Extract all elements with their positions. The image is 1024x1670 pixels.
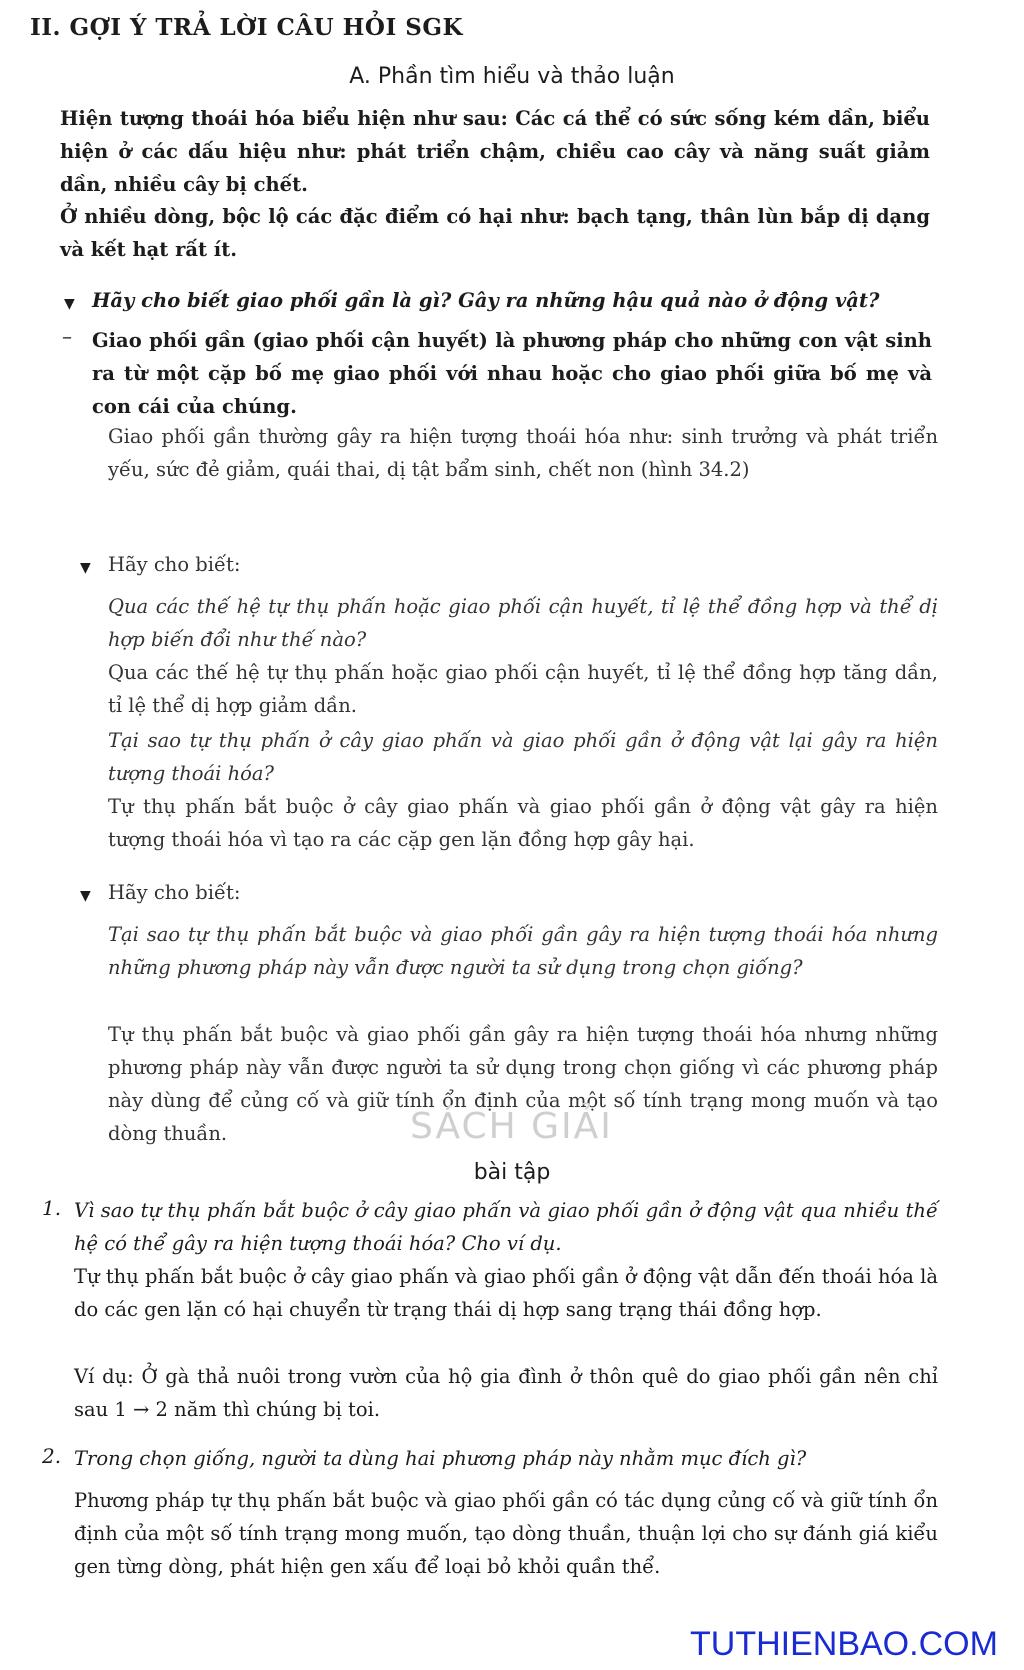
exercise-number-1: 1. xyxy=(42,1196,62,1220)
exercise-number-2: 2. xyxy=(42,1444,62,1468)
site-footer-link[interactable]: TUTHIENBAO.COM xyxy=(690,1625,998,1663)
exercise-example-1: Ví dụ: Ở gà thả nuôi trong vườn của hộ gia đình ở thôn quê do giao phối gần nên chỉ sau 1 → 2 năm thì chúng bị toi. xyxy=(74,1365,938,1421)
answer-why-degeneration: Tự thụ phấn bắt buộc ở cây giao phấn và giao phối gần ở động vật gây ra hiện tượng thoái hóa vì tạo ra các cặp gen lặn đồng hợp gây hại. xyxy=(108,795,938,851)
question-prompt-2: Hãy cho biết: xyxy=(108,881,241,904)
question-prompt-1: Hãy cho biết: xyxy=(108,553,241,576)
section-heading: II. GỢI Ý TRẢ LỜI CÂU HỎI SGK xyxy=(30,14,463,41)
paragraph-harmful-traits: Ở nhiều dòng, bộc lộ các đặc điểm có hại như: bạch tạng, thân lùn bắp dị dạng và kết hạt rất ít. xyxy=(60,205,930,261)
question-inbreeding: Hãy cho biết giao phối gần là gì? Gây ra những hậu quả nào ở động vật? xyxy=(92,289,880,312)
triangle-bullet-icon: ▼ xyxy=(80,560,91,576)
dash-bullet-icon: – xyxy=(62,324,72,348)
exercise-answer-2: Phương pháp tự thụ phấn bắt buộc và giao phối gần có tác dụng củng cố và giữ tính ổn định của một số tính trạng mong muốn, tạo dòng thuần, thuận lợi cho sự đánh giá kiểu gen từng dòng, phát hiện gen xấu để loại bỏ khỏi quần thể. xyxy=(74,1489,938,1578)
paragraph-degeneration: Hiện tượng thoái hóa biểu hiện như sau: Các cá thể có sức sống kém dần, biểu hiện ở các dấu hiệu như: phát triển chậm, chiều cao cây và năng suất giảm dần, nhiều cây bị chết. xyxy=(60,107,930,196)
watermark-logo: SÁCH GIẢI xyxy=(410,1106,613,1147)
exercise-heading: bài tập xyxy=(473,1160,551,1185)
answer-inbreeding: Giao phối gần (giao phối cận huyết) là phương pháp cho những con vật sinh ra từ một cặp bố mẹ giao phối với nhau hoặc cho giao phối giữa bố mẹ và con cái của chúng. xyxy=(92,329,932,418)
exercise-answer-1: Tự thụ phấn bắt buộc ở cây giao phấn và giao phối gần ở động vật dẫn đến thoái hóa là do các gen lặn có hại chuyển từ trạng thái dị hợp sang trạng thái đồng hợp. xyxy=(74,1265,938,1321)
answer-inbreeding-effects: Giao phối gần thường gây ra hiện tượng thoái hóa như: sinh trưởng và phát triển yếu, sức đẻ giảm, quái thai, dị tật bẩm sinh, chết non (hình 34.2) xyxy=(108,425,938,481)
question-homozygous-ratio: Qua các thế hệ tự thụ phấn hoặc giao phối cận huyết, tỉ lệ thể đồng hợp và thể dị hợp biến đổi như thế nào? xyxy=(108,595,938,651)
exercise-question-2: Trong chọn giống, người ta dùng hai phương pháp này nhằm mục đích gì? xyxy=(74,1447,807,1470)
answer-homozygous-ratio: Qua các thế hệ tự thụ phấn hoặc giao phối cận huyết, tỉ lệ thể đồng hợp tăng dần, tỉ lệ thể dị hợp giảm dần. xyxy=(108,661,938,717)
triangle-bullet-icon: ▼ xyxy=(64,296,75,312)
triangle-bullet-icon: ▼ xyxy=(80,888,91,904)
question-why-still-used: Tại sao tự thụ phấn bắt buộc và giao phối gần gây ra hiện tượng thoái hóa nhưng những phương pháp này vẫn được người ta sử dụng trong chọn giống? xyxy=(108,923,938,979)
exercise-question-1: Vì sao tự thụ phấn bắt buộc ở cây giao phấn và giao phối gần ở động vật qua nhiều thế hệ có thể gây ra hiện tượng thoái hóa? Cho ví dụ. xyxy=(74,1199,938,1255)
subsection-heading: A. Phần tìm hiểu và thảo luận xyxy=(349,64,675,89)
answer-why-still-used: Tự thụ phấn bắt buộc và giao phối gần gây ra hiện tượng thoái hóa nhưng những phương pháp này vẫn được người ta sử dụng trong chọn giống vì các phương pháp này dùng để củng cố và giữ tính ổn định của một số tính trạng mong muốn và tạo dòng thuần. xyxy=(108,1023,938,1145)
question-why-degeneration: Tại sao tự thụ phấn ở cây giao phấn và giao phối gần ở động vật lại gây ra hiện tượng thoái hóa? xyxy=(108,729,938,785)
